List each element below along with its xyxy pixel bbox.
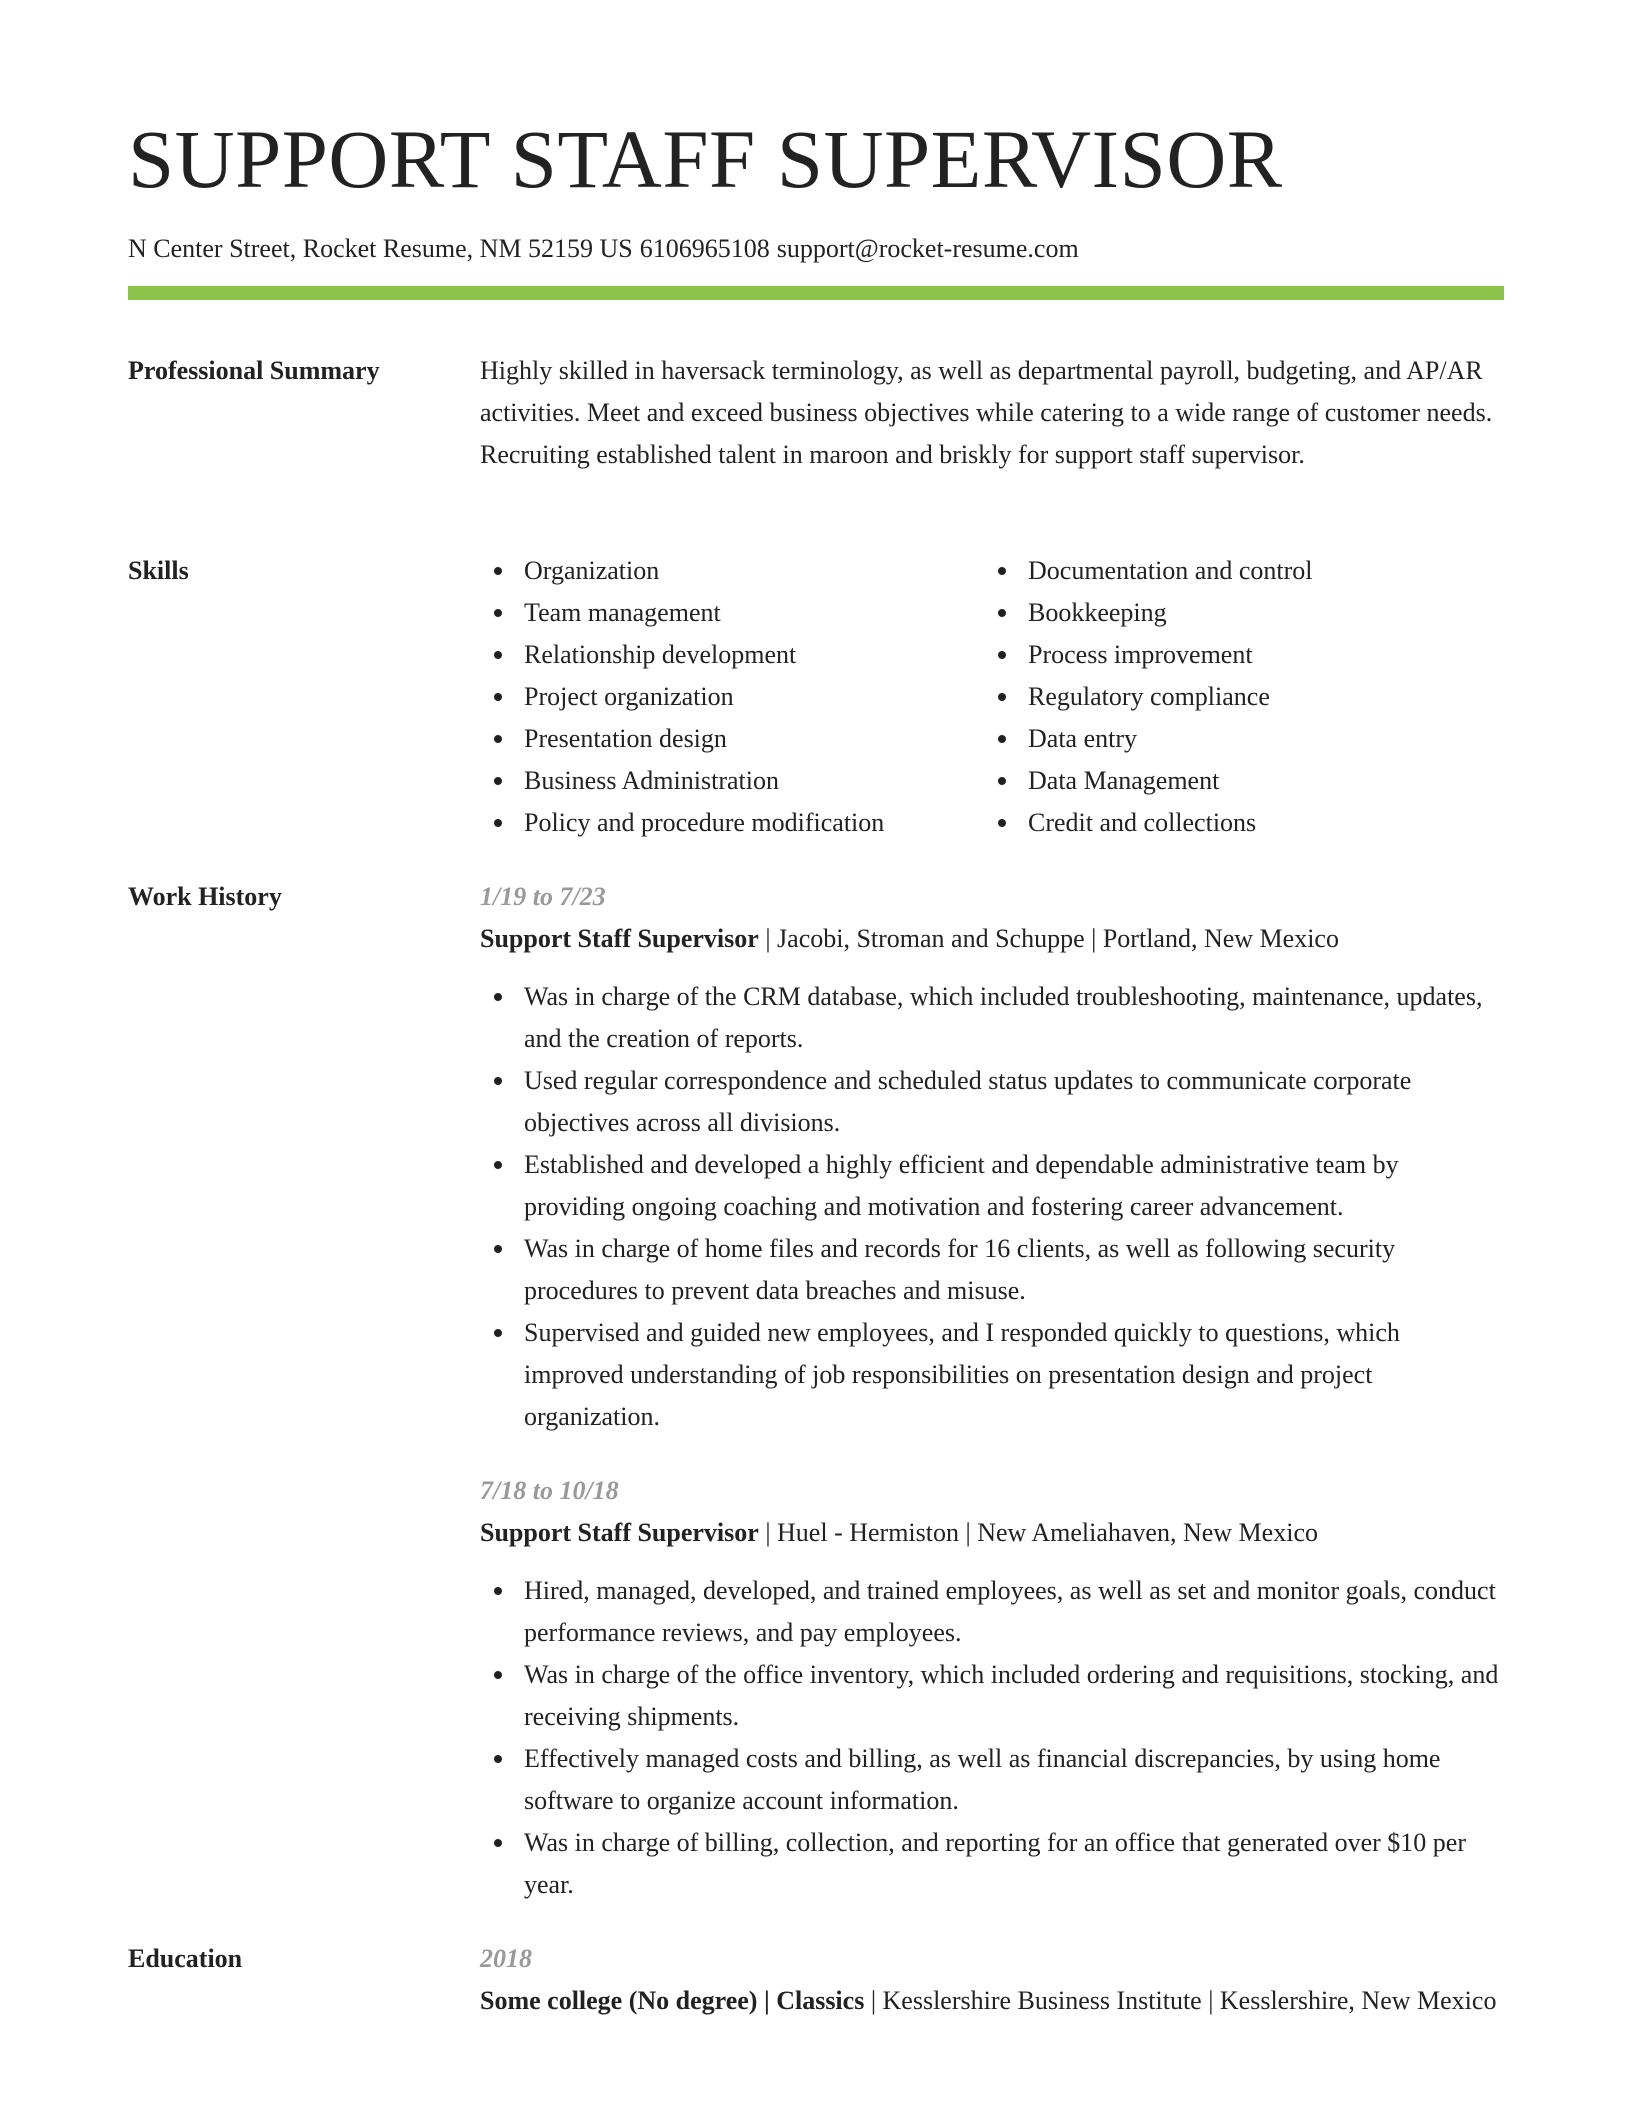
skill-item: Data entry bbox=[984, 718, 1488, 760]
job-title: Support Staff Supervisor bbox=[480, 1518, 759, 1547]
contact-email[interactable]: support@rocket-resume.com bbox=[776, 234, 1079, 263]
job-employer: | Jacobi, Stroman and Schuppe | Portland, New Mexico bbox=[758, 924, 1339, 953]
job-employer: | Huel - Hermiston | New Ameliahaven, New Mexico bbox=[758, 1518, 1318, 1547]
job-bullet: Was in charge of billing, collection, and reporting for an office that generated over $10 per year. bbox=[480, 1822, 1504, 1906]
summary-body bbox=[480, 350, 1504, 476]
skill-item: Data Management bbox=[984, 760, 1488, 802]
job-dates: 1/19 to 7/23 bbox=[480, 882, 606, 911]
skills-columns bbox=[480, 550, 1504, 844]
skill-item: Regulatory compliance bbox=[984, 676, 1488, 718]
job-bullet: Was in charge of home files and records for 16 clients, as well as following security procedures to prevent data breaches and misuse. bbox=[480, 1228, 1504, 1312]
job-entry bbox=[480, 1470, 1504, 1906]
job-bullet: Used regular correspondence and scheduled status updates to communicate corporate objectives across all divisions. bbox=[480, 1060, 1504, 1144]
education-entry bbox=[480, 1938, 1504, 2022]
job-dates: 7/18 to 10/18 bbox=[480, 1476, 619, 1505]
skill-item: Bookkeeping bbox=[984, 592, 1488, 634]
job-bullet: Established and developed a highly efficient and dependable administrative team by providing ongoing coaching and motivation and fostering career advancement. bbox=[480, 1144, 1504, 1228]
education-heading-line bbox=[480, 1980, 1504, 2022]
skills-heading: Skills bbox=[128, 556, 189, 585]
education-body bbox=[480, 1938, 1504, 2022]
job-title: Support Staff Supervisor bbox=[480, 924, 759, 953]
job-heading bbox=[480, 918, 1504, 960]
skill-item: Organization bbox=[480, 550, 984, 592]
education-school: | Kesslershire Business Institute | Kesslershire, New Mexico bbox=[864, 1986, 1497, 2015]
skills-list-left bbox=[480, 550, 984, 844]
skill-item: Documentation and control bbox=[984, 550, 1488, 592]
job-bullet: Hired, managed, developed, and trained employees, as well as set and monitor goals, conduct performance reviews, and pay employees. bbox=[480, 1570, 1504, 1654]
job-bullet: Was in charge of the CRM database, which included troubleshooting, maintenance, updates, and the creation of reports. bbox=[480, 976, 1504, 1060]
education-year: 2018 bbox=[480, 1944, 532, 1973]
job-bullet: Supervised and guided new employees, and I responded quickly to questions, which improved understanding of job responsibilities on presentation design and project organization. bbox=[480, 1312, 1504, 1438]
skill-item: Relationship development bbox=[480, 634, 984, 676]
job-bullets bbox=[480, 1570, 1504, 1906]
contact-address: N Center Street, Rocket Resume, NM 52159 US bbox=[128, 234, 633, 263]
skills-body bbox=[480, 550, 1504, 844]
job-bullet: Effectively managed costs and billing, as well as financial discrepancies, by using home software to organize account information. bbox=[480, 1738, 1504, 1822]
candidate-name: SUPPORT STAFF SUPERVISOR bbox=[128, 113, 1283, 205]
contact-phone: 6106965108 bbox=[639, 234, 770, 263]
summary-heading: Professional Summary bbox=[128, 356, 380, 385]
skill-item: Project organization bbox=[480, 676, 984, 718]
skill-item: Business Administration bbox=[480, 760, 984, 802]
work-history-body bbox=[480, 876, 1504, 1906]
job-entry bbox=[480, 876, 1504, 1438]
skill-item: Policy and procedure modification bbox=[480, 802, 984, 844]
summary-text: Highly skilled in haversack terminology, as well as departmental payroll, budgeting, and AP/AR activities. Meet and exceed business objectives while catering to a wide range of customer needs. Recruiting established talent in maroon and briskly for support staff supervisor. bbox=[480, 356, 1493, 469]
skill-item: Team management bbox=[480, 592, 984, 634]
job-heading bbox=[480, 1512, 1504, 1554]
skill-item: Process improvement bbox=[984, 634, 1488, 676]
skill-item: Credit and collections bbox=[984, 802, 1488, 844]
work-history-heading: Work History bbox=[128, 882, 282, 911]
education-degree: Some college (No degree) | Classics bbox=[480, 1986, 865, 2015]
skills-list-right bbox=[984, 550, 1488, 844]
education-heading: Education bbox=[128, 1944, 243, 1973]
job-bullet: Was in charge of the office inventory, which included ordering and requisitions, stocking, and receiving shipments. bbox=[480, 1654, 1504, 1738]
header-divider bbox=[128, 286, 1504, 300]
skill-item: Presentation design bbox=[480, 718, 984, 760]
contact-line bbox=[128, 233, 1086, 265]
job-bullets bbox=[480, 976, 1504, 1438]
